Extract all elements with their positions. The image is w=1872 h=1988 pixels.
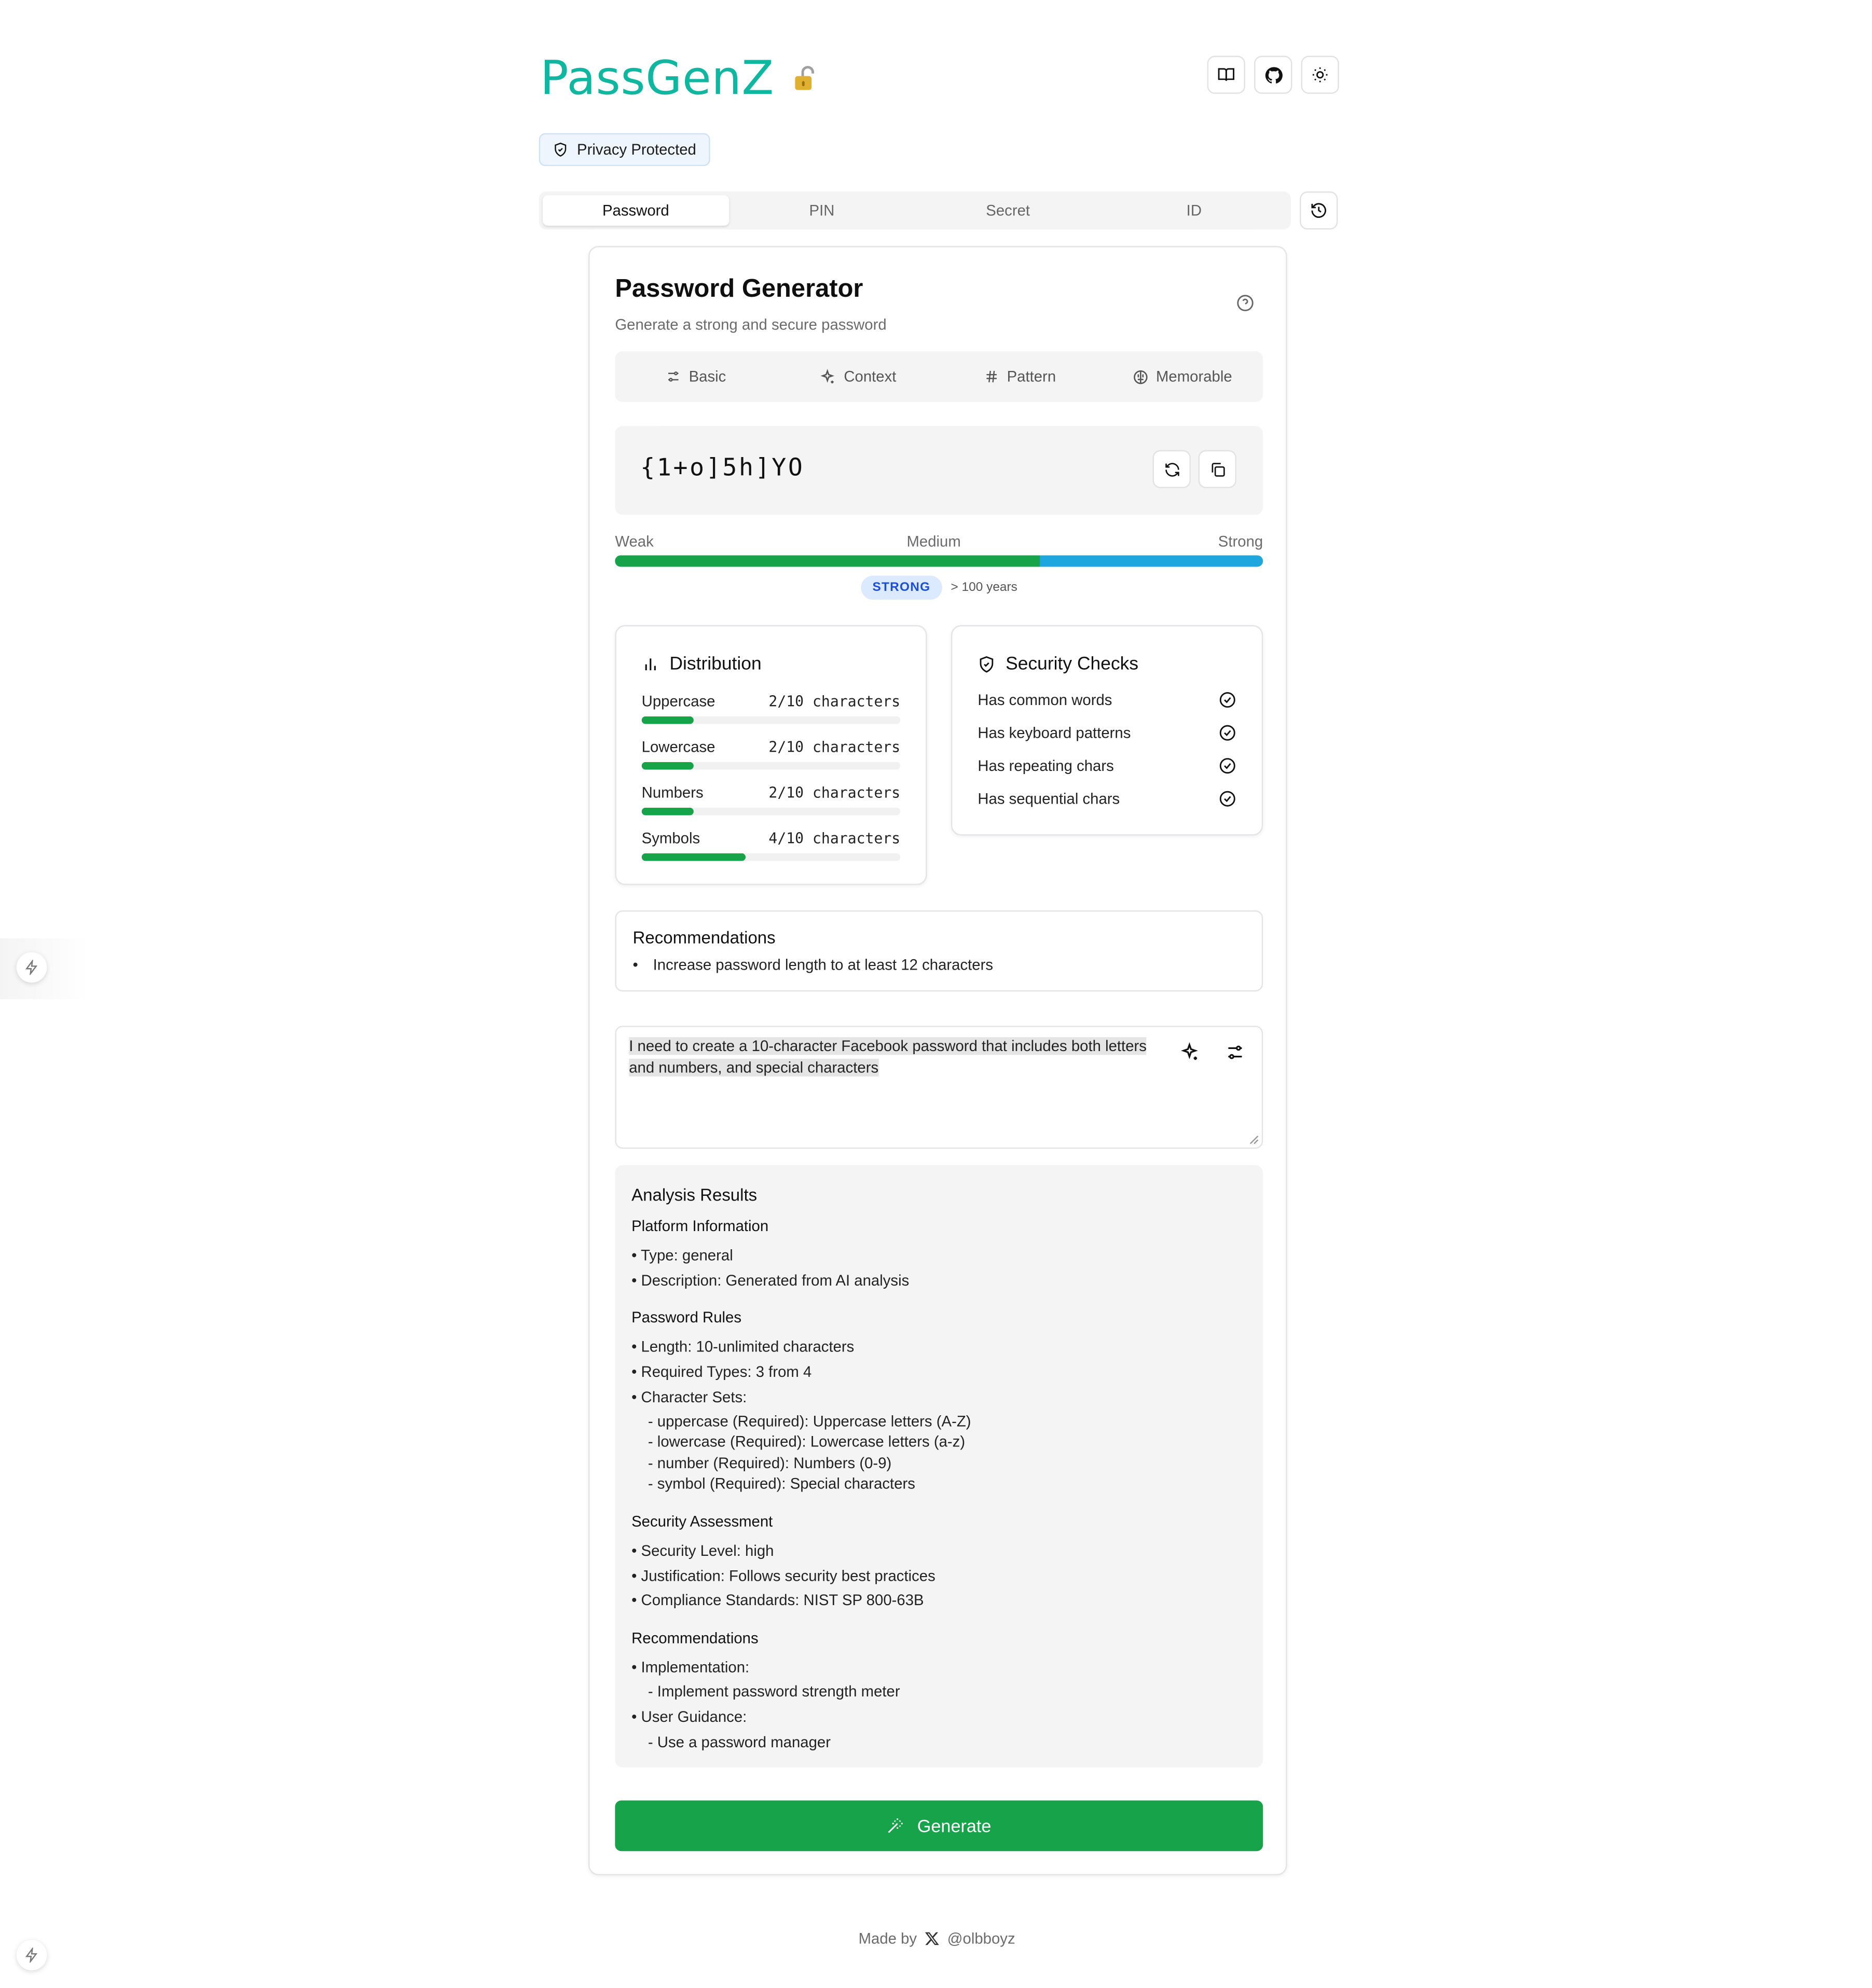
recs-heading: Recommendations <box>631 1629 759 1647</box>
check-circle-icon <box>1219 724 1236 742</box>
security-checks-title <box>978 654 1138 674</box>
dist-value: 4/10 characters <box>768 829 901 847</box>
tab-secret[interactable]: Secret <box>986 201 1030 219</box>
check-row <box>978 790 1236 808</box>
dist-track <box>642 808 901 816</box>
footer <box>859 1930 1015 1948</box>
strength-weak-label: Weak <box>615 532 654 550</box>
header-actions <box>1207 56 1339 94</box>
mode-pattern-label: Pattern <box>1007 367 1056 385</box>
strength-meter-fill <box>615 555 1039 567</box>
docs-button[interactable] <box>1207 56 1245 94</box>
help-icon[interactable] <box>1236 294 1254 312</box>
dist-label: Numbers <box>641 783 704 802</box>
side-quick-action-button-bottom[interactable] <box>17 1940 47 1970</box>
github-button[interactable] <box>1254 56 1292 94</box>
recommendations-box <box>615 910 1263 991</box>
type-tabs <box>539 191 1291 229</box>
strength-summary <box>861 576 1017 600</box>
context-line-1: I need to create a 10-character Facebook password that includes both letters <box>629 1037 1147 1055</box>
bolt-icon <box>24 960 39 975</box>
mode-basic[interactable] <box>615 351 777 402</box>
book-icon <box>1217 66 1235 84</box>
privacy-badge-label: Privacy Protected <box>577 141 696 159</box>
check-circle-icon <box>1219 790 1236 808</box>
brand <box>540 51 817 105</box>
analysis-subitem: - symbol (Required): Special characters <box>648 1474 915 1493</box>
analysis-item: • Length: 10-unlimited characters <box>631 1337 855 1356</box>
generated-password[interactable]: {1+o]5h]YO <box>640 453 805 482</box>
resize-handle-icon[interactable] <box>1249 1135 1259 1145</box>
context-line-2: and numbers, and special characters <box>629 1058 879 1076</box>
mode-memorable-label: Memorable <box>1155 367 1232 385</box>
check-label: Has repeating chars <box>978 757 1114 775</box>
analysis-subitem: - number (Required): Numbers (0-9) <box>648 1454 892 1472</box>
check-row <box>978 724 1236 742</box>
check-label: Has common words <box>978 691 1112 709</box>
dist-value: 2/10 characters <box>768 783 901 802</box>
strength-strong-label: Strong <box>1218 532 1263 550</box>
password-display <box>615 426 1263 515</box>
check-label: Has sequential chars <box>978 790 1120 808</box>
sun-icon <box>1311 66 1329 84</box>
bar-chart-icon <box>642 656 659 673</box>
strength-badge: STRONG <box>861 576 942 600</box>
mode-pattern[interactable] <box>939 351 1101 402</box>
history-button[interactable] <box>1300 191 1338 229</box>
security-checks-panel <box>951 625 1263 836</box>
copy-icon <box>1209 461 1226 477</box>
dist-value: 2/10 characters <box>768 738 901 756</box>
generator-card <box>588 246 1287 1875</box>
generator-subtitle: Generate a strong and secure password <box>615 315 887 334</box>
mode-context-label: Context <box>844 367 897 385</box>
recommendation-item: • Increase password length to at least 12 characters <box>653 956 993 974</box>
dist-fill <box>642 762 694 770</box>
mode-context[interactable] <box>777 351 939 402</box>
distribution-title-text: Distribution <box>669 654 762 675</box>
dist-track <box>642 853 901 861</box>
dist-label: Symbols <box>641 829 700 847</box>
strength-medium-label: Medium <box>906 532 961 550</box>
magic-wand-icon <box>887 1817 904 1834</box>
sliders-icon <box>666 369 681 384</box>
dist-fill <box>642 808 694 816</box>
x-logo-icon <box>925 1931 940 1946</box>
dist-value: 2/10 characters <box>768 692 901 710</box>
dist-label: Uppercase <box>641 692 715 710</box>
regenerate-button[interactable] <box>1153 450 1191 488</box>
mode-tabs <box>615 351 1263 402</box>
distribution-panel <box>615 625 927 885</box>
dist-track <box>642 716 901 724</box>
copy-button[interactable] <box>1199 450 1236 488</box>
side-quick-action-button[interactable] <box>17 952 47 983</box>
check-circle-icon <box>1219 757 1236 775</box>
hash-icon <box>984 369 999 384</box>
privacy-badge <box>539 133 710 167</box>
analysis-subitem: - Implement password strength meter <box>648 1682 900 1701</box>
footer-handle[interactable]: @olbboyz <box>947 1929 1015 1948</box>
strength-meter <box>615 555 1263 567</box>
analysis-item: • Type: general <box>631 1246 733 1264</box>
bolt-icon <box>24 1948 39 1963</box>
analysis-item: • Description: Generated from AI analysis <box>631 1272 910 1290</box>
analysis-item: • Character Sets: <box>631 1388 747 1406</box>
dist-fill <box>642 716 694 724</box>
github-icon <box>1263 65 1283 85</box>
platform-heading: Platform Information <box>631 1217 769 1235</box>
analysis-item: • Compliance Standards: NIST SP 800-63B <box>631 1591 924 1609</box>
check-label: Has keyboard patterns <box>978 724 1131 742</box>
analysis-subitem: - Use a password manager <box>648 1733 831 1751</box>
shield-check-icon <box>553 142 568 157</box>
distribution-title <box>642 654 762 674</box>
dist-label: Lowercase <box>641 738 715 756</box>
analysis-item: • Implementation: <box>631 1658 750 1676</box>
analysis-subitem: - uppercase (Required): Uppercase letters (A-Z) <box>648 1412 971 1430</box>
check-row <box>978 691 1236 709</box>
mode-memorable[interactable] <box>1101 351 1263 402</box>
app-title: PassGenZ <box>540 50 775 105</box>
context-input-text[interactable] <box>629 1036 1166 1078</box>
shield-icon <box>978 656 995 673</box>
ai-analyze-icon[interactable] <box>1179 1042 1200 1062</box>
analysis-results <box>615 1165 1263 1768</box>
generate-button-label: Generate <box>917 1815 992 1836</box>
security-checks-title-text: Security Checks <box>1006 654 1139 675</box>
brain-icon <box>1132 368 1149 385</box>
footer-made-by: Made by <box>858 1929 917 1948</box>
crack-time: > 100 years <box>951 581 1017 595</box>
mode-basic-label: Basic <box>689 367 726 385</box>
generate-button[interactable] <box>615 1800 1263 1851</box>
theme-toggle-button[interactable] <box>1301 56 1339 94</box>
tab-id[interactable]: ID <box>1186 201 1202 219</box>
lock-icon <box>792 64 817 92</box>
context-input[interactable] <box>615 1026 1263 1149</box>
dist-track <box>642 762 901 770</box>
dist-fill <box>642 853 745 861</box>
tab-password[interactable]: Password <box>543 195 729 226</box>
check-row <box>978 757 1236 775</box>
analysis-title: Analysis Results <box>631 1185 758 1205</box>
analysis-item: • Security Level: high <box>631 1541 774 1560</box>
generator-title: Password Generator <box>615 275 863 303</box>
analysis-item: • User Guidance: <box>631 1708 747 1726</box>
settings-sliders-icon[interactable] <box>1225 1042 1245 1062</box>
rules-heading: Password Rules <box>631 1308 742 1327</box>
refresh-icon <box>1163 461 1180 477</box>
security-heading: Security Assessment <box>631 1512 773 1530</box>
tab-pin[interactable]: PIN <box>809 201 835 219</box>
check-circle-icon <box>1219 691 1236 709</box>
analysis-item: • Required Types: 3 from 4 <box>631 1363 812 1381</box>
analysis-subitem: - lowercase (Required): Lowercase letters (a-z) <box>648 1432 966 1451</box>
history-icon <box>1310 202 1328 219</box>
recommendations-title: Recommendations <box>632 928 776 947</box>
analysis-item: • Justification: Follows security best practices <box>631 1567 935 1585</box>
sparkles-icon <box>820 368 836 385</box>
